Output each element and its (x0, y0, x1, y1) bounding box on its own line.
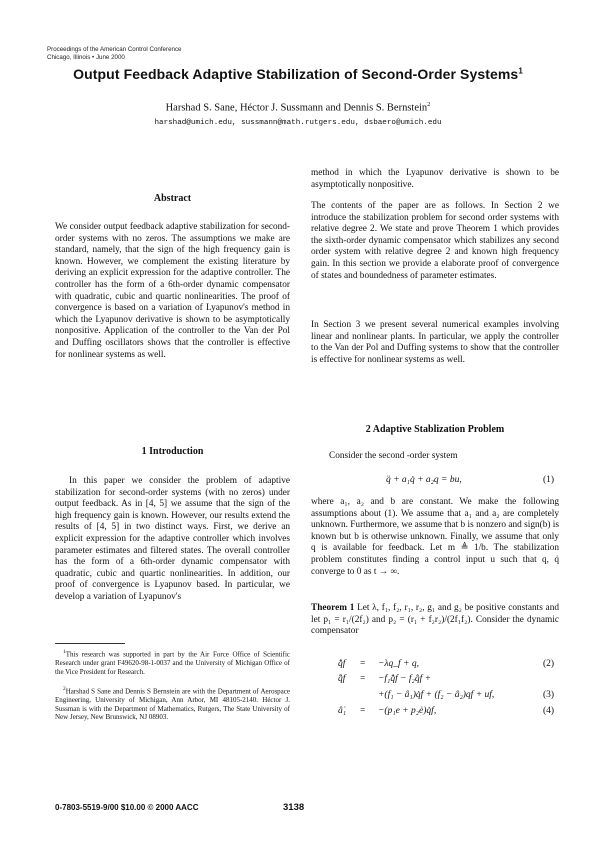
footnote-2-mark: 2 (63, 686, 66, 692)
footnote-1-mark: 1 (63, 649, 66, 655)
abstract-body (55, 222, 290, 361)
footnote-2 (55, 685, 290, 722)
equation-1-number: (1) (543, 475, 555, 485)
intro-heading-text: 1 Introduction (141, 446, 204, 457)
author-emails: harshad@umich.edu, sussmann@math.rutgers.edu, dsbaero@umich.edu (154, 119, 442, 127)
paper-title-text: Output Feedback Adaptive Stabilization of Second-Order Systems (73, 66, 519, 82)
authors-footnote-mark: 2 (427, 101, 431, 108)
authors-text: Harshad S. Sane, Héctor J. Sussmann and Dennis S. Bernstein (165, 102, 428, 114)
right-para-2-text: The contents of the paper are as follows. In Section 2 we introduce the stabilization problem for second order systems with relative degree 2. We state and prove Theorem 1 which provides the sixth-order dynamic compensator which stabilizes any second order system with relative degree 2 and known high frequency gain. In this section we provide a elaborate proof of convergence of states and boundedness of parameter estimates. (311, 201, 559, 281)
equation-3-equals: = (360, 674, 366, 684)
equation-2-number: (2) (543, 659, 555, 669)
theorem-1 (311, 603, 559, 638)
intro-text: In this paper we consider the problem of adaptive stabilization for second-order systems (with no zeros) under output feedback. As in [4, 5] we assume that the sign of the high frequency gain is known. However, our results extend the results of [4, 5] in two distinct ways. First, we derive an explicit expression for the adaptive controller which involves parameter estimates and filtered states. The overall controller has the form of a 6th-order dynamic compensator with quadratic, cubic and quartic nonlinearities. In addition, our proof of convergence is Lyapunov based. In particular, we develop a variation of Lyapunov's (55, 476, 290, 602)
equation-1: q̈ + a₁q̇ + a₂q = bu, (386, 475, 462, 485)
footnote-2-text: Harshad S Sane and Dennis S Bernstein are with the Department of Aerospace Engineering, University of Michigan, Ann Arbor, MI 48105-2140. Héctor J. Sussman is with the Department of Mathematics, Rutgers, The State University of New Jersey, New Brunswick, NJ 08903. (55, 687, 290, 722)
right-para-3 (311, 320, 559, 366)
footnote-1-text: This research was supported in part by the Air Force Office of Scientific Research under grant F49620-98-1-0037 and the University of Michigan Office of the Vice President for Research. (55, 650, 290, 676)
abstract-text: We consider output feedback adaptive stabilization for second-order systems with no zeros. The assumptions we make are standard, namely, that the sign of the high frequency gain is known. However, we complement the existing literature by deriving an explicit expression for the adaptive controller. The controller has the form of a 6th-order dynamic compensator with quadratic, cubic and quartic nonlinearities. The proof of convergence is based on a variation of Lyapunov's method in which the Lyapunov derivative is shown to be asymptotically nonpositive. Application of the controller to the Van der Pol and Duffing oscillators shows that the controller is effective for nonlinear systems as well. (55, 222, 290, 360)
conference-line-2: Chicago, Illinois • June 2000 (47, 54, 125, 61)
right-para-3-text: In Section 3 we present several numerical examples involving linear and nonlinear plants. In particular, we apply the controller to the Van der Pol and Duffing systems to show that the controller is effective for nonlinear systems as well. (311, 320, 559, 365)
intro-heading (55, 446, 290, 458)
paper-title (0, 66, 596, 82)
authors (0, 101, 596, 114)
section-2-heading-text: 2 Adaptive Stablization Problem (365, 424, 505, 435)
conference-info (47, 46, 181, 62)
assumptions-text: where a₁, a₂ and b are constant. We make the following assumptions about (1). We assume that a₁ and a₂ are completely unknown. Furthermore, we assume that b is nonzero and sign(b) is known but b is otherwise unknown. Finally, we assume that only q is available for feedback. Let m ≜ 1/b. The stabilization problem constitutes finding a control input u such that q, q̇ converge to 0 as t → ∞. (311, 497, 559, 577)
assumptions-paragraph (311, 497, 559, 578)
abstract-heading-text: Abstract (153, 193, 192, 204)
equation-3-rhs-line-1: −f₁q̂̇f − f₂q̂f + (378, 674, 432, 684)
equation-4-number: (4) (543, 706, 555, 716)
abstract-heading (55, 193, 290, 205)
theorem-1-label: Theorem 1 (311, 603, 355, 613)
equation-2-rhs: −λq_f + q, (378, 659, 419, 669)
equation-2-lhs: q̂̇f (338, 659, 346, 669)
equation-3-number: (3) (543, 690, 555, 700)
title-footnote-mark: 1 (518, 66, 523, 76)
section-2-heading (311, 424, 559, 436)
equation-2-equals: = (360, 659, 366, 669)
section-2-intro-text: Consider the second -order system (329, 451, 458, 461)
intro-body (55, 476, 290, 604)
right-para-2 (311, 201, 559, 282)
theorem-1-text: Let λ, f₁, f₂, r₁, r₂, g₁ and g₂ be positive constants and let p₁ = r₁/(2f₂) and p₂ = (r₁ + f₂r₂)/(2f₁f₂). Consider the dynamic compensator (311, 603, 559, 637)
right-para-1 (311, 168, 559, 191)
section-2-intro (311, 451, 559, 463)
footnote-rule (55, 643, 125, 644)
equation-3-lhs: q̂̈f (338, 674, 346, 684)
footnote-1 (55, 648, 290, 676)
page-number: 3138 (283, 802, 305, 813)
equation-3-rhs-line-2: +(f₁ − â₁)q̇f + (f₂ − â₂)qf + uf, (378, 690, 495, 700)
right-para-1-text: method in which the Lyapunov derivative is shown to be asymptotically nonpositive. (311, 168, 559, 190)
equation-4-lhs: â̇₁ (338, 706, 347, 716)
copyright-isbn: 0-7803-5519-9/00 $10.00 © 2000 AACC (55, 803, 199, 812)
equation-4-equals: = (360, 706, 366, 716)
conference-line-1: Proceedings of the American Control Conference (47, 46, 182, 53)
equation-4-rhs: −(p₁e + p₂ė)q̇f, (378, 706, 437, 716)
